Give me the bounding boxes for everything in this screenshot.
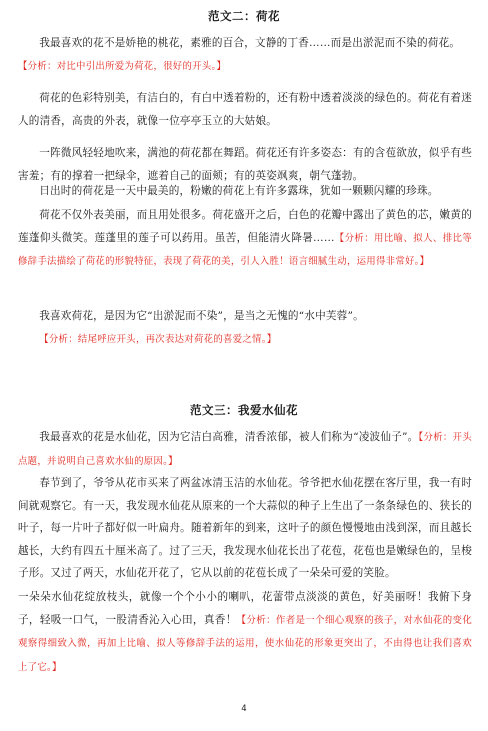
- page-number: 4: [241, 704, 247, 714]
- section2-analysis-6: [18, 328, 472, 352]
- section2-analysis-1: [18, 55, 472, 79]
- section2-paragraph-5: [18, 204, 472, 274]
- section3-note-3: 【分析：作者是一个细心观察的孩子，对水仙花的变化观察得细致入微，再加上比喻、拟人等修辞手法的运用，使水仙花的形象更突出了，不由得也让我们喜欢上了它。】: [18, 614, 473, 673]
- section3-p3-text: 一朵朵水仙花绽放枝头，就像一个个小小的喇叭，花蕾带点淡淡的黄色，好美丽呀！我俯下身子，轻吸一口气，一股清香沁入心田，真香！: [18, 591, 472, 626]
- section2-note-5: 【分析：用比喻、拟人、排比等修辞手法描绘了荷花的形貌特征，表现了荷花的美，引人入胜！语言细腻生动，运用得非常好。】: [18, 232, 472, 268]
- section2-title: 范文二：荷花: [208, 9, 280, 23]
- section2-p5-text: 荷花不仅外表美丽，而且用处很多。荷花盛开之后，白色的花瓣中露出了黄色的芯，嫩黄的莲蓬仰头微笑。莲蓬里的莲子可以药用。虽苦，但能清火降暑……: [18, 209, 472, 244]
- section2-paragraph-3: 一阵微风轻轻地吹来，满池的荷花都在舞蹈。荷花还有许多姿态：有的含苞欲放，似乎有些害羞；有的撑着一把绿伞，遮着自己的面颊；有的英姿飒爽，朝气蓬勃。: [18, 147, 472, 182]
- section2-paragraph-6: 我喜欢荷花，是因为它“出淤泥而不染”，是当之无愧的“水中芙蓉”。: [39, 310, 364, 322]
- section2-paragraph-4: 日出时的荷花是一天中最美的，粉嫩的荷花上有许多露珠，犹如一颗颗闪耀的珍珠。: [39, 185, 439, 197]
- section3-paragraph-3: [18, 586, 472, 679]
- section2-note-1: 【分析：对比中引出所爱为荷花，很好的开头。】: [18, 61, 227, 72]
- section2-note-6: 【分析：结尾呼应开头，再次表达对荷花的喜爱之情。】: [39, 334, 277, 345]
- section2-p1-text: 我最喜欢的花不是娇艳的桃花，素雅的百合，文静的丁香……而是出淤泥而不染的荷花。: [39, 37, 461, 49]
- section3-paragraph-2: 春节到了，爷爷从花市买来了两盆冰清玉洁的水仙花。爷爷把水仙花摆在客厅里，我一有时间就观察它。有一天，我发现水仙花从原来的一个大蒜似的种子上生出了一条条绿色的、狭长的叶子，每一片叶子都好似一叶扁舟。随着新年的到来，这叶子的颜色慢慢地由浅到深，而且越长越长，大约有四五十厘米高了。过了三天，我发现水仙花长出了花苞，花苞也是嫩绿色的，呈梭子形。又过了两天，水仙花开花了，它从以前的花苞长成了一朵朵可爱的笑脸。: [18, 477, 472, 580]
- section2-paragraph-2: 荷花的色彩特别美，有洁白的，有白中透着粉的，还有粉中透着淡淡的绿色的。荷花有着迷人的清香，高贵的外表，就像一位亭亭玉立的大姑娘。: [18, 92, 472, 127]
- section3-title: 范文三：我爱水仙花: [190, 403, 298, 417]
- section2-paragraph-1: [18, 32, 472, 55]
- section3-note-1: 【分析：开头点题，并说明自己喜欢水仙的原因。】: [18, 432, 473, 467]
- section3-paragraph-1: [18, 426, 472, 473]
- section3-p1-text: 我最喜欢的花是水仙花，因为它洁白高雅，清香浓郁，被人们称为“凌波仙子”。: [39, 431, 419, 443]
